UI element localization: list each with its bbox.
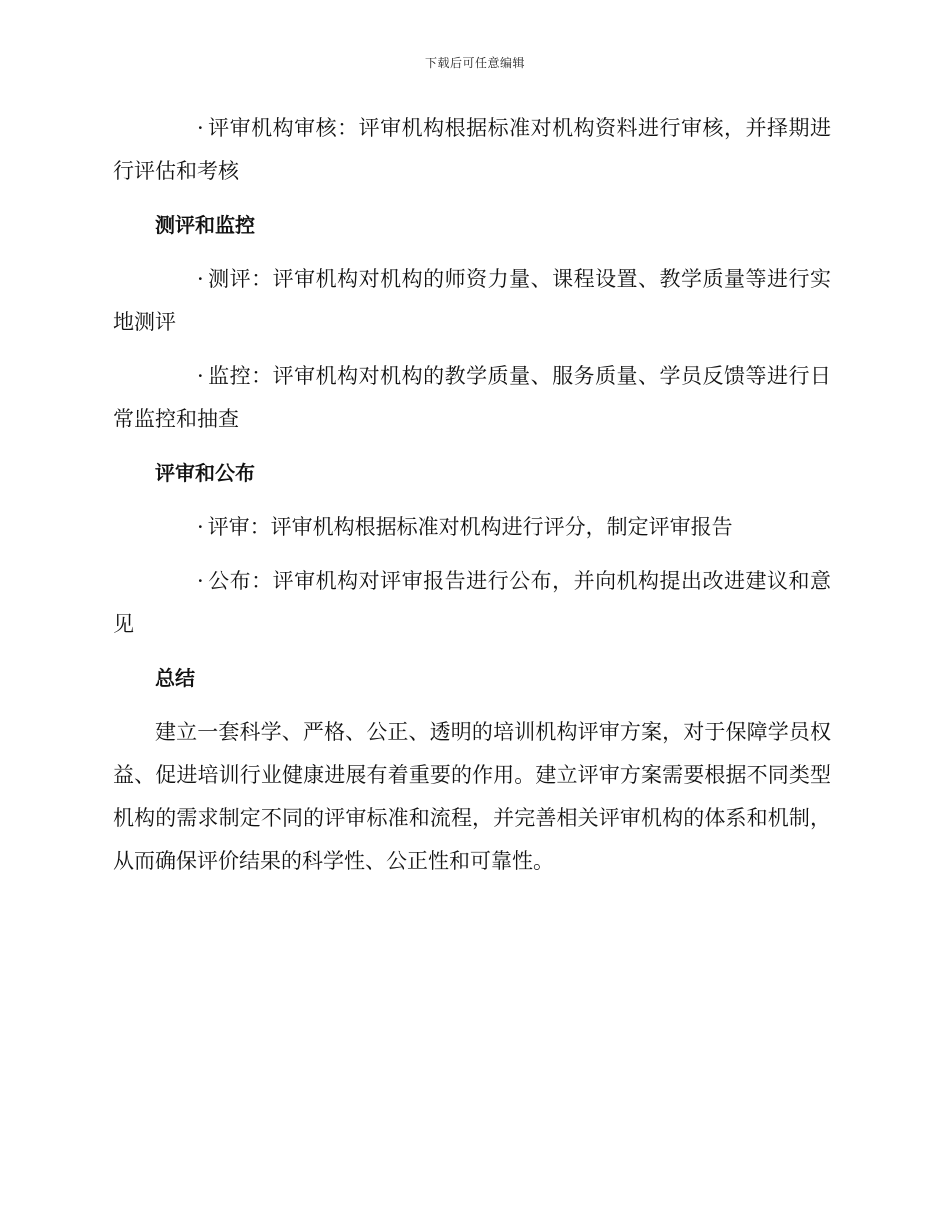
heading-review-publish: 评审和公布 (155, 461, 255, 485)
heading-summary: 总结 (155, 666, 195, 690)
paragraph-text: 公布：评审机构对评审报告进行公布，并向机构提出改进建议和意见 (113, 569, 831, 636)
bullet-icon: · (197, 515, 204, 539)
header-note: 下载后可任意编辑 (424, 56, 525, 70)
paragraph-review (113, 506, 831, 549)
bullet-icon: · (197, 267, 204, 291)
bullet-icon: · (197, 116, 204, 140)
bullet-icon: · (197, 364, 204, 388)
paragraph-summary: 建立一套科学、严格、公正、透明的培训机构评审方案，对于保障学员权益、促进培训行业健康进展有着重要的作用。建立评审方案需要根据不同类型机构的需求制定不同的评审标准和流程，并完善相关评审机构的体系和机制，从而确保评价结果的科学性、公正性和可靠性。 (113, 720, 831, 873)
paragraph-text: 评审机构审核：评审机构根据标准对机构资料进行审核，并择期进行评估和考核 (113, 116, 831, 183)
paragraph-review-audit (113, 107, 831, 193)
bullet-icon: · (197, 569, 204, 593)
paragraph-text: 测评：评审机构对机构的师资力量、课程设置、教学质量等进行实地测评 (113, 267, 831, 334)
paragraph-text: 评审：评审机构根据标准对机构进行评分，制定评审报告 (207, 515, 733, 539)
paragraph-evaluation (113, 258, 831, 344)
paragraph-publish (113, 560, 831, 646)
heading-evaluation-monitoring: 测评和监控 (155, 213, 255, 237)
paragraph-text: 监控：评审机构对机构的教学质量、服务质量、学员反馈等进行日常监控和抽查 (113, 364, 831, 431)
paragraph-monitoring (113, 355, 831, 441)
document-body (113, 107, 831, 894)
